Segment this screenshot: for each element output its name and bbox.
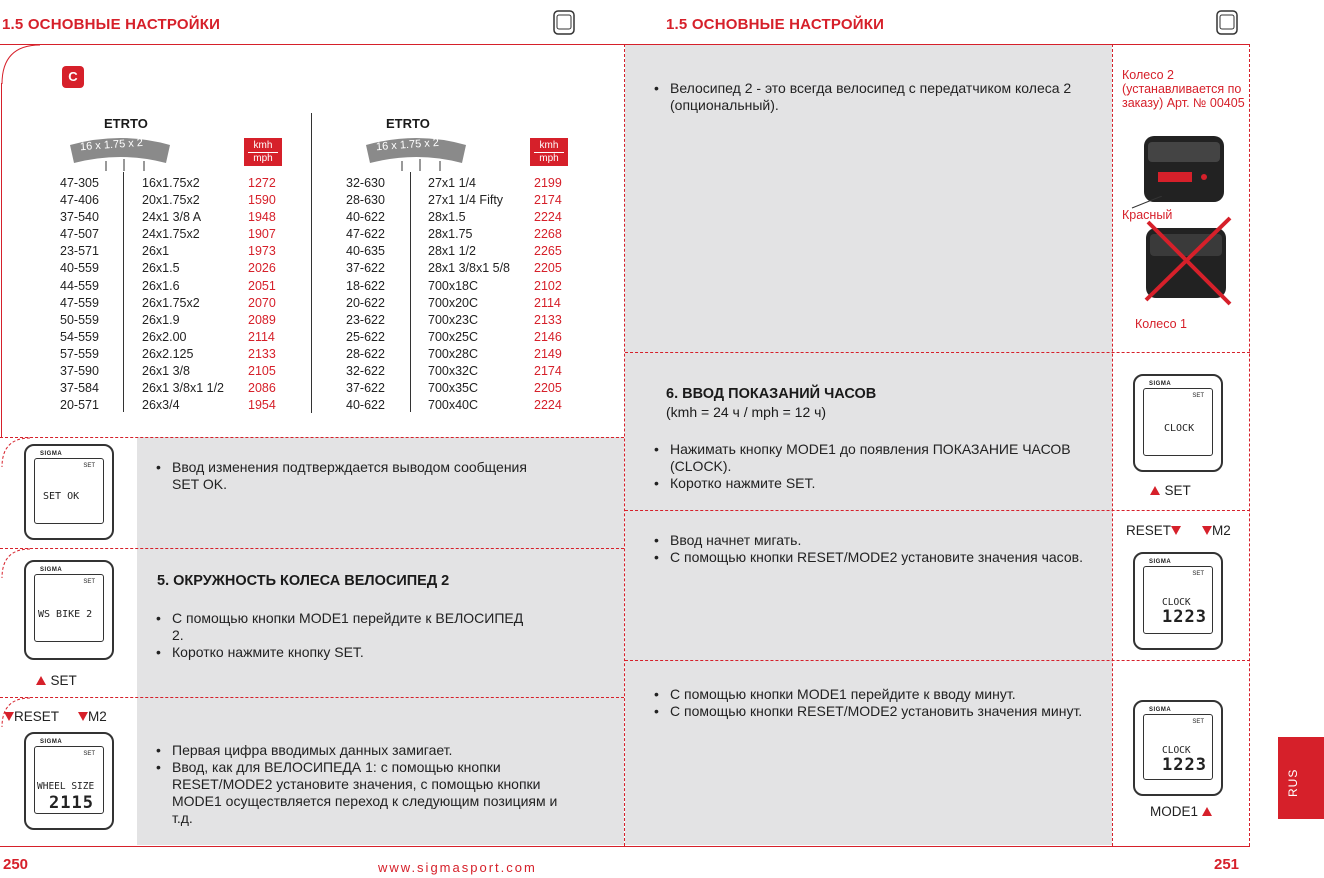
tire-size: 700x35C: [428, 381, 479, 396]
button-label: MODE1: [1150, 804, 1199, 819]
tire-size: 26x1 3/8x1 1/2: [142, 381, 225, 396]
etrto-row: [60, 260, 290, 277]
etrto-row: [346, 192, 576, 209]
button-label: RESET: [1126, 523, 1172, 538]
bullet: • Ввод начнет мигать.: [650, 532, 1090, 549]
etrto-row: [346, 260, 576, 277]
bullet: • С помощью кнопки MODE1 перейдите к ВЕЛОСИПЕД 2.: [152, 610, 532, 644]
brand-logo: SIGMA: [40, 567, 63, 573]
device-clock-minutes: [1133, 700, 1223, 796]
circumference: 2086: [248, 381, 276, 396]
etrto-row: [60, 363, 290, 380]
tire-size: 26x1.75x2: [142, 295, 200, 310]
circumference: 1272: [248, 176, 276, 190]
red-label: Красный: [1122, 208, 1173, 222]
screen-set-label: SET: [1192, 393, 1204, 399]
bullet: • Коротко нажмите кнопку SET.: [152, 644, 532, 661]
set-button-hint: [36, 672, 77, 690]
wheel1-transmitter-crossed-image: [1138, 214, 1238, 310]
etrto-row: [60, 346, 290, 363]
set-button-hint: [1150, 482, 1191, 500]
bullet: • С помощью кнопки MODE1 перейдите к вводу минут.: [650, 686, 1100, 703]
bullet: • С помощью кнопки RESET/MODE2 установить значения минут.: [650, 703, 1100, 720]
tire-size: 28x1 3/8x1 5/8: [428, 261, 511, 276]
tire-size: 26x1 3/8: [142, 364, 190, 379]
table-divider: [311, 113, 312, 413]
arrow-up-icon: [36, 676, 46, 685]
tire-size: 28x1.5: [428, 210, 466, 225]
etrto-row: [60, 226, 290, 243]
etrto-row: [60, 295, 290, 312]
bullet: • С помощью кнопки RESET/MODE2 установите значения часов.: [650, 549, 1090, 566]
device-screen: [34, 574, 104, 642]
etrto-code: 37-622: [346, 381, 385, 396]
device-clock: [1133, 374, 1223, 472]
unit-badge-right: [530, 138, 568, 166]
device-set-ok: [24, 444, 114, 540]
device-screen: [34, 458, 104, 524]
button-label: SET: [50, 673, 77, 688]
dashed-divider: [0, 548, 624, 549]
tire-size: 700x20C: [428, 295, 479, 310]
unit-mph: mph: [534, 152, 564, 165]
circumference: 1590: [248, 193, 276, 208]
bullet: • Первая цифра вводимых данных замигает.: [152, 742, 582, 759]
circumference: 1973: [248, 244, 276, 259]
etrto-row: [60, 329, 290, 346]
etrto-row: [60, 312, 290, 329]
device-screen: [1143, 388, 1213, 456]
screen-text: WHEEL SIZE: [37, 781, 95, 792]
bullet: • Велосипед 2 - это всегда велосипед с передатчиком колеса 2 (опциональный).: [650, 80, 1090, 114]
device-ws-bike2: [24, 560, 114, 660]
circumference: 2205: [534, 261, 562, 276]
tire-label-right: 16 x 1.75 x 2: [375, 136, 440, 154]
tire-size: 24x1.75x2: [142, 227, 200, 242]
unit-kmh: kmh: [539, 140, 559, 151]
etrto-code: 32-630: [346, 176, 385, 190]
etrto-code: 18-622: [346, 278, 385, 293]
circumference: 2133: [248, 346, 276, 361]
r2-title: 6. ВВОД ПОКАЗАНИЙ ЧАСОВ: [666, 386, 877, 402]
r4-bullets: [650, 686, 1100, 720]
m2-button-hint: [1202, 522, 1231, 540]
etrto-code: 47-622: [346, 227, 385, 242]
brand-logo: SIGMA: [40, 739, 63, 745]
etrto-code: 28-622: [346, 346, 385, 361]
brand-logo: SIGMA: [1149, 381, 1172, 387]
screen-digits: 1223: [1162, 755, 1207, 775]
device-outline-icon: [1214, 9, 1240, 37]
etrto-code: 40-559: [60, 261, 99, 276]
etrto-row: [60, 192, 290, 209]
etrto-title-right: ETRTO: [386, 116, 430, 131]
circumference: 2114: [248, 329, 275, 344]
dashed-divider: [0, 697, 624, 698]
etrto-code: 37-584: [60, 381, 99, 396]
screen-text: CLOCK: [1162, 597, 1191, 608]
etrto-code: 40-622: [346, 398, 385, 413]
left-page-number: 250: [3, 856, 29, 873]
tire-size: 26x1.5: [142, 261, 180, 276]
etrto-row: [346, 295, 576, 312]
language-tab: [1278, 737, 1324, 819]
s2-title: 5. ОКРУЖНОСТЬ КОЛЕСА ВЕЛОСИПЕД 2: [157, 573, 450, 589]
etrto-code: 20-622: [346, 295, 385, 310]
device-screen: [1143, 566, 1213, 634]
brand-logo: SIGMA: [1149, 559, 1172, 565]
dashed-divider: [625, 660, 1250, 661]
arrow-down-icon: [78, 712, 88, 721]
bullet: • Коротко нажмите SET.: [650, 475, 1090, 492]
etrto-code: 47-559: [60, 295, 99, 310]
button-label: RESET: [14, 709, 60, 724]
etrto-code: 54-559: [60, 329, 99, 344]
r1-bullets: [650, 80, 1090, 114]
etrto-code: 28-630: [346, 193, 385, 208]
circumference: 2224: [534, 398, 562, 413]
etrto-table-left: [60, 175, 290, 414]
frame-left-border: [1, 83, 2, 438]
circumference: 2026: [248, 261, 276, 276]
etrto-row: [60, 209, 290, 226]
circumference: 2070: [248, 295, 276, 310]
tire-size: 28x1.75: [428, 227, 473, 242]
circumference: 2105: [248, 364, 276, 379]
tire-size: 700x23C: [428, 312, 479, 327]
etrto-row: [346, 363, 576, 380]
brand-logo: SIGMA: [1149, 707, 1172, 713]
etrto-row: [346, 209, 576, 226]
tire-size: 700x25C: [428, 329, 479, 344]
etrto-row: [60, 243, 290, 260]
mode1-button-hint: [1150, 803, 1212, 821]
etrto-row: [346, 226, 576, 243]
screen-set-label: SET: [83, 463, 95, 469]
tire-size: 26x2.125: [142, 346, 194, 361]
screen-text: CLOCK: [1162, 745, 1191, 756]
etrto-code: 47-305: [60, 176, 99, 190]
arrow-down-icon: [4, 712, 14, 721]
etrto-row: [60, 175, 290, 192]
left-page-title: 1.5 ОСНОВНЫЕ НАСТРОЙКИ: [2, 16, 221, 33]
tire-label-left: 16 x 1.75 x 2: [79, 136, 144, 154]
s1-bullets: [152, 459, 532, 493]
right-frame-border: [1249, 44, 1250, 846]
screen-set-label: SET: [83, 751, 95, 757]
etrto-row: [60, 278, 290, 295]
circumference: 1954: [248, 398, 276, 413]
reset-button-hint: [1126, 522, 1181, 540]
etrto-row: [346, 380, 576, 397]
wheel1-label: Колесо 1: [1135, 317, 1187, 331]
bullet: • Нажимать кнопку MODE1 до появления ПОКАЗАНИЕ ЧАСОВ (CLOCK).: [650, 441, 1090, 475]
circumference: 2224: [534, 210, 562, 225]
circumference: 1948: [248, 210, 276, 225]
screen-text: SET OK: [43, 491, 80, 502]
arrow-down-icon: [1202, 526, 1212, 535]
device-wheel-size: [24, 732, 114, 830]
etrto-row: [60, 380, 290, 397]
etrto-code: 23-571: [60, 244, 99, 259]
unit-mph: mph: [248, 152, 278, 165]
right-page-title: 1.5 ОСНОВНЫЕ НАСТРОЙКИ: [666, 16, 885, 33]
etrto-code: 47-507: [60, 227, 99, 242]
etrto-row: [60, 397, 290, 414]
arrow-down-icon: [1171, 526, 1181, 535]
circumference: 2146: [534, 329, 562, 344]
device-clock-hours: [1133, 552, 1223, 650]
etrto-code: 23-622: [346, 312, 385, 327]
screen-set-label: SET: [83, 579, 95, 585]
screen-text: WS BIKE 2: [38, 609, 93, 620]
etrto-row: [346, 346, 576, 363]
arrow-up-icon: [1202, 807, 1212, 816]
etrto-row: [346, 312, 576, 329]
column-divider: [1112, 44, 1113, 846]
circumference: 2149: [534, 346, 562, 361]
etrto-row: [346, 397, 576, 414]
frame-corner: [0, 44, 40, 84]
dashed-divider: [0, 437, 624, 438]
unit-badge-left: [244, 138, 282, 166]
tire-size: 27x1 1/4 Fifty: [428, 193, 504, 208]
wheel2-note: Колесо 2 (устанавливается по заказу) Арт. № 00405: [1122, 68, 1245, 110]
button-label: M2: [1212, 523, 1231, 538]
screen-digits: 2115: [49, 793, 94, 813]
screen-digits: 1223: [1162, 607, 1207, 627]
circumference: 2102: [534, 278, 562, 293]
s3-bullets: [152, 742, 582, 827]
device-screen: [1143, 714, 1213, 780]
tire-size: 26x2.00: [142, 329, 187, 344]
etrto-row: [346, 278, 576, 295]
etrto-table-right: [346, 175, 576, 414]
circumference: 2174: [534, 364, 562, 379]
etrto-code: 47-406: [60, 193, 99, 208]
section-badge: C: [62, 66, 84, 88]
dashed-divider: [625, 352, 1250, 353]
tire-size: 28x1 1/2: [428, 244, 476, 259]
etrto-code: 37-590: [60, 364, 99, 379]
tire-size: 24x1 3/8 A: [142, 210, 202, 225]
etrto-row: [346, 175, 576, 192]
language-tab-label: RUS: [1286, 768, 1300, 797]
circumference: 2089: [248, 312, 276, 327]
etrto-code: 20-571: [60, 398, 99, 413]
unit-kmh: kmh: [253, 140, 273, 151]
website-link[interactable]: www.sigmasport.com: [378, 860, 537, 875]
etrto-title-left: ETRTO: [104, 116, 148, 131]
device-outline-icon: [551, 9, 577, 37]
r2-bullets: [650, 441, 1090, 492]
etrto-code: 32-622: [346, 364, 385, 379]
tire-size: 26x1.9: [142, 312, 180, 327]
tire-size: 700x32C: [428, 364, 479, 379]
button-label: SET: [1164, 483, 1191, 498]
arrow-up-icon: [1150, 486, 1160, 495]
tire-size: 27x1 1/4: [428, 176, 476, 190]
etrto-code: 57-559: [60, 346, 99, 361]
screen-text: CLOCK: [1164, 423, 1195, 434]
etrto-code: 50-559: [60, 312, 99, 327]
etrto-row: [346, 329, 576, 346]
brand-logo: SIGMA: [40, 451, 63, 457]
s2-bullets: [152, 610, 532, 661]
tire-size: 16x1.75x2: [142, 176, 200, 190]
tire-size: 700x28C: [428, 346, 479, 361]
tire-size: 26x3/4: [142, 398, 180, 413]
circumference: 2205: [534, 381, 562, 396]
etrto-row: [346, 243, 576, 260]
bullet: • Ввод изменения подтверждается выводом сообщения SET OK.: [152, 459, 532, 493]
tire-size: 700x40C: [428, 398, 479, 413]
etrto-code: 44-559: [60, 278, 99, 293]
tire-size: 26x1.6: [142, 278, 180, 293]
r3-bullets: [650, 532, 1090, 566]
r2-subtitle: (kmh = 24 ч / mph = 12 ч): [666, 404, 827, 420]
screen-set-label: SET: [1192, 719, 1204, 725]
etrto-code: 37-622: [346, 261, 385, 276]
dashed-divider: [625, 510, 1250, 511]
circumference: 2268: [534, 227, 562, 242]
circumference: 2199: [534, 176, 562, 190]
m2-button-hint: [78, 708, 107, 726]
footer-divider: [0, 846, 1250, 847]
circumference: 2114: [534, 295, 561, 310]
circumference: 2133: [534, 312, 562, 327]
etrto-code: 25-622: [346, 329, 385, 344]
screen-set-label: SET: [1192, 571, 1204, 577]
etrto-code: 40-635: [346, 244, 385, 259]
circumference: 2174: [534, 193, 562, 208]
etrto-code: 40-622: [346, 210, 385, 225]
tire-size: 20x1.75x2: [142, 193, 200, 208]
reset-button-hint: [4, 708, 59, 726]
tire-size: 26x1: [142, 244, 170, 259]
circumference: 2265: [534, 244, 562, 259]
etrto-code: 37-540: [60, 210, 99, 225]
right-page-number: 251: [1214, 856, 1240, 873]
circumference: 2051: [248, 278, 276, 293]
circumference: 1907: [248, 227, 276, 242]
device-screen: [34, 746, 104, 814]
button-label: M2: [88, 709, 107, 724]
tire-size: 700x18C: [428, 278, 479, 293]
bullet: • Ввод, как для ВЕЛОСИПЕДА 1: с помощью кнопки RESET/MODE2 установите значения, с помощью кнопки MODE1 осуществляется переход к следующим позициям и т.д.: [152, 759, 582, 827]
